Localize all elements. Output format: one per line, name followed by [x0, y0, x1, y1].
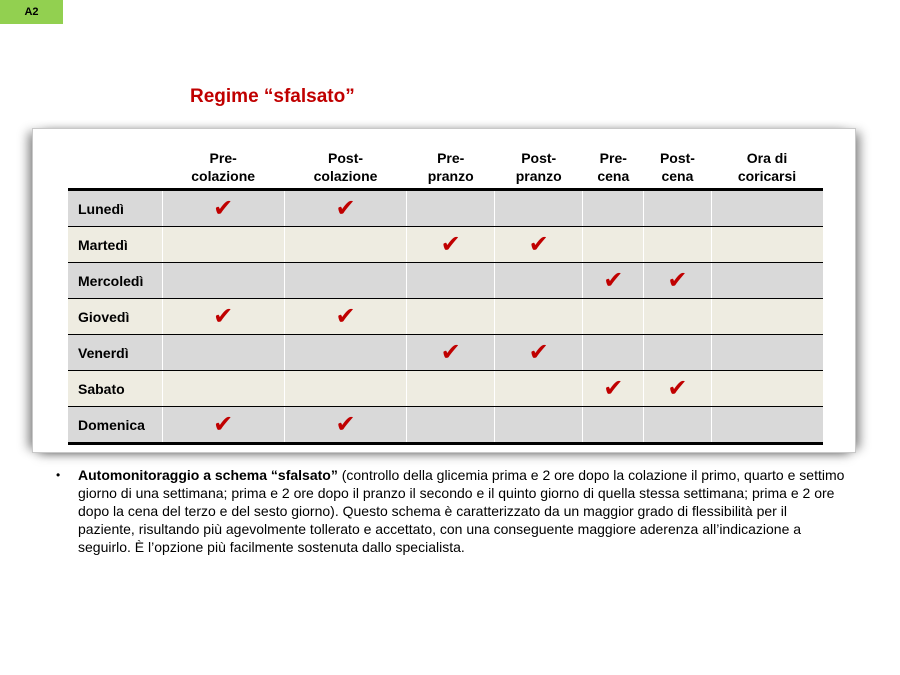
schedule-cell	[284, 407, 406, 444]
column-header-line2: pranzo	[515, 168, 562, 184]
slide-tag: A2	[0, 0, 63, 24]
schedule-cell	[711, 407, 823, 444]
table-row	[68, 407, 823, 444]
schedule-cell	[711, 371, 823, 407]
schedule-cell	[407, 407, 495, 444]
schedule-cell	[644, 371, 711, 407]
schedule-cell	[407, 299, 495, 335]
schedule-cell	[407, 190, 495, 227]
schedule-cell	[711, 335, 823, 371]
column-header-line1: Pre-	[599, 150, 627, 166]
table-row	[68, 335, 823, 371]
column-header	[644, 143, 711, 190]
schedule-cell	[162, 190, 284, 227]
schedule-cell	[284, 371, 406, 407]
schedule-cell	[583, 335, 644, 371]
schedule-cell	[162, 371, 284, 407]
checkmark-icon: ✔	[213, 194, 234, 222]
schedule-cell	[162, 263, 284, 299]
checkmark-icon: ✔	[335, 194, 356, 222]
day-label: Venerdì	[68, 335, 162, 371]
schedule-cell	[284, 335, 406, 371]
column-header	[162, 143, 284, 190]
checkmark-icon: ✔	[213, 410, 234, 438]
schedule-cell	[644, 407, 711, 444]
notes-body: (controllo della glicemia prima e 2 ore dopo la colazione il primo, quarto e settimo giorno di una settimana; prima e 2 ore dopo il pranzo il secondo e il quinto giorno di quella stessa settimana; prima e 2 ore dopo la cena del terzo e del sesto giorno). Questo schema è caratterizzato da un maggior grado di flessibilità per il paziente, risultando più agevolmente tollerato e accettato, con una conseguente maggiore aderenza all’indicazione a seguirlo. È l’opzione più facilmente sostenuta dallo specialista.	[78, 467, 845, 555]
schedule-cell	[284, 299, 406, 335]
column-header-line1: Post-	[328, 150, 364, 166]
column-header	[495, 143, 583, 190]
checkmark-icon: ✔	[335, 410, 356, 438]
checkmark-icon: ✔	[440, 338, 461, 366]
schedule-cell	[583, 227, 644, 263]
notes-bold-lead: Automonitoraggio a schema “sfalsato”	[78, 467, 338, 483]
schedule-cell	[644, 227, 711, 263]
schedule-cell	[711, 299, 823, 335]
schedule-cell	[495, 407, 583, 444]
column-header-line1: Pre-	[437, 150, 465, 166]
column-header-line1: Post-	[659, 150, 695, 166]
schedule-cell	[711, 263, 823, 299]
column-header-line1: Pre-	[209, 150, 237, 166]
page-title: Regime “sfalsato”	[190, 86, 355, 107]
schedule-cell	[583, 407, 644, 444]
schedule-cell	[495, 263, 583, 299]
schedule-cell	[644, 263, 711, 299]
header-row	[68, 143, 823, 190]
schedule-cell	[583, 371, 644, 407]
schedule-cell	[583, 263, 644, 299]
column-header	[284, 143, 406, 190]
column-header-line2: colazione	[313, 168, 378, 184]
schedule-cell	[495, 371, 583, 407]
schedule-cell	[162, 407, 284, 444]
schedule-cell	[162, 335, 284, 371]
column-header-line2: coricarsi	[737, 168, 797, 184]
corner-cell	[68, 143, 162, 190]
schedule-cell	[407, 263, 495, 299]
schedule-cell	[644, 335, 711, 371]
day-label: Martedì	[68, 227, 162, 263]
schedule-cell	[407, 335, 495, 371]
checkmark-icon: ✔	[603, 374, 624, 402]
schedule-table	[68, 143, 823, 445]
table-row	[68, 299, 823, 335]
day-label: Sabato	[68, 371, 162, 407]
column-header-line2: cena	[661, 168, 694, 184]
schedule-body	[68, 190, 823, 444]
schedule-cell	[583, 299, 644, 335]
schedule-cell	[495, 335, 583, 371]
notes-paragraph	[56, 466, 846, 556]
column-header	[583, 143, 644, 190]
notes-text	[78, 466, 846, 556]
schedule-cell	[284, 190, 406, 227]
table-row	[68, 263, 823, 299]
schedule-cell	[644, 190, 711, 227]
day-label: Mercoledì	[68, 263, 162, 299]
column-header-line1: Post-	[521, 150, 557, 166]
schedule-cell	[407, 227, 495, 263]
table-row	[68, 227, 823, 263]
column-header-line2: colazione	[191, 168, 256, 184]
day-label: Lunedì	[68, 190, 162, 227]
table-row	[68, 371, 823, 407]
day-label: Domenica	[68, 407, 162, 444]
schedule-cell	[284, 227, 406, 263]
column-header-line2: cena	[597, 168, 630, 184]
schedule-cell	[495, 299, 583, 335]
checkmark-icon: ✔	[528, 338, 549, 366]
bullet-icon: •	[56, 468, 61, 482]
checkmark-icon: ✔	[440, 230, 461, 258]
column-header	[407, 143, 495, 190]
checkmark-icon: ✔	[667, 266, 688, 294]
column-header-line2: pranzo	[427, 168, 474, 184]
column-header	[711, 143, 823, 190]
checkmark-icon: ✔	[528, 230, 549, 258]
schedule-cell	[495, 227, 583, 263]
checkmark-icon: ✔	[335, 302, 356, 330]
checkmark-icon: ✔	[667, 374, 688, 402]
schedule-cell	[162, 227, 284, 263]
table-row	[68, 190, 823, 227]
column-header-line1: Ora di	[746, 150, 788, 166]
schedule-cell	[583, 190, 644, 227]
schedule-cell	[407, 371, 495, 407]
schedule-cell	[162, 299, 284, 335]
checkmark-icon: ✔	[213, 302, 234, 330]
schedule-cell	[284, 263, 406, 299]
schedule-cell	[711, 227, 823, 263]
schedule-cell	[711, 190, 823, 227]
schedule-cell	[495, 190, 583, 227]
day-label: Giovedì	[68, 299, 162, 335]
schedule-cell	[644, 299, 711, 335]
checkmark-icon: ✔	[603, 266, 624, 294]
